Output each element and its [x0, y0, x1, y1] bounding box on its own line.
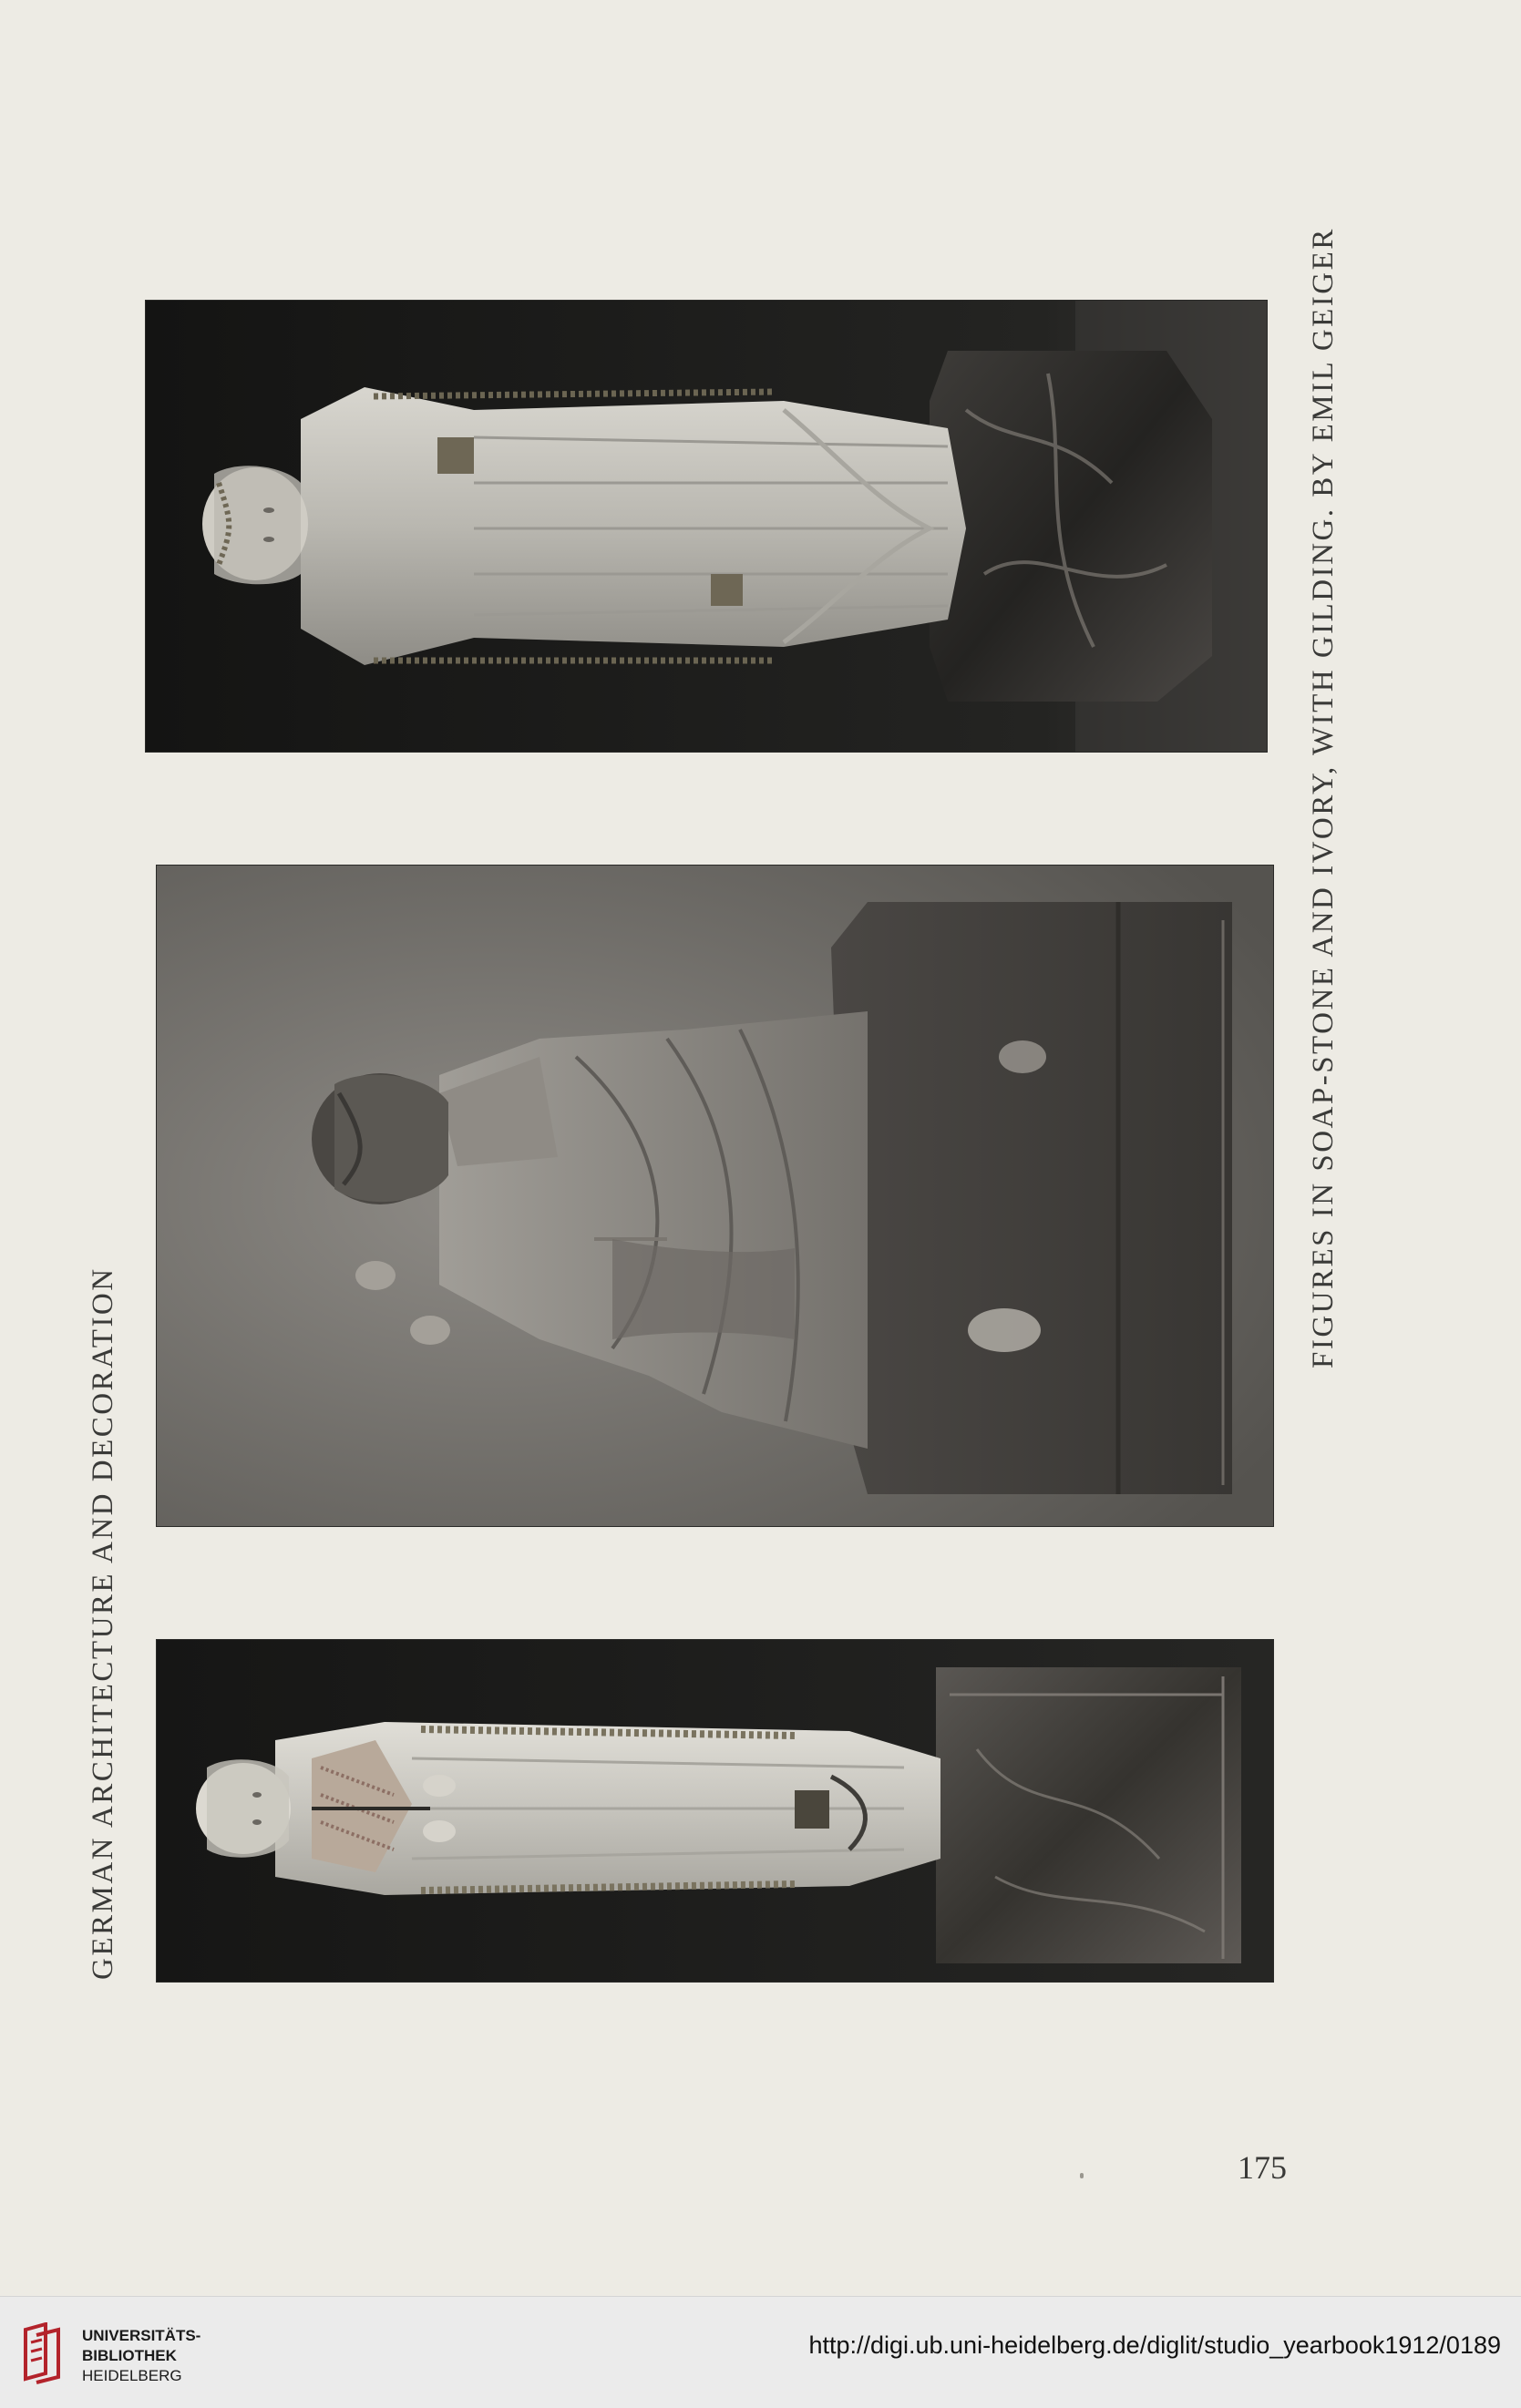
page-number: 175: [1238, 2149, 1287, 2186]
plate-caption: FIGURES IN SOAP-STONE AND IVORY, WITH GILDING. BY EMIL GEIGER: [1307, 227, 1340, 1368]
library-name: [82, 2326, 200, 2386]
sculpture-photo-3: [157, 1640, 1273, 1982]
plate-standing-figure-collar: [157, 1640, 1273, 1982]
sculpture-photo-1: [146, 301, 1267, 752]
library-name-line2: BIBLIOTHEK: [82, 2347, 177, 2364]
library-logo-icon: [18, 2322, 71, 2384]
library-name-line1: UNIVERSITÄTS-: [82, 2327, 201, 2344]
plate-standing-figure-headband: [146, 301, 1267, 752]
sculpture-photo-2: [157, 866, 1273, 1526]
library-logo[interactable]: [18, 2311, 200, 2393]
viewer-footer: [0, 2296, 1521, 2408]
plate-seated-figure: [157, 866, 1273, 1526]
running-head: GERMAN ARCHITECTURE AND DECORATION: [87, 1266, 119, 1980]
paper-speck: [1080, 2173, 1084, 2178]
library-name-line3: HEIDELBERG: [82, 2367, 182, 2384]
permalink-url[interactable]: http://digi.ub.uni-heidelberg.de/diglit/studio_yearbook1912/0189: [808, 2331, 1501, 2359]
